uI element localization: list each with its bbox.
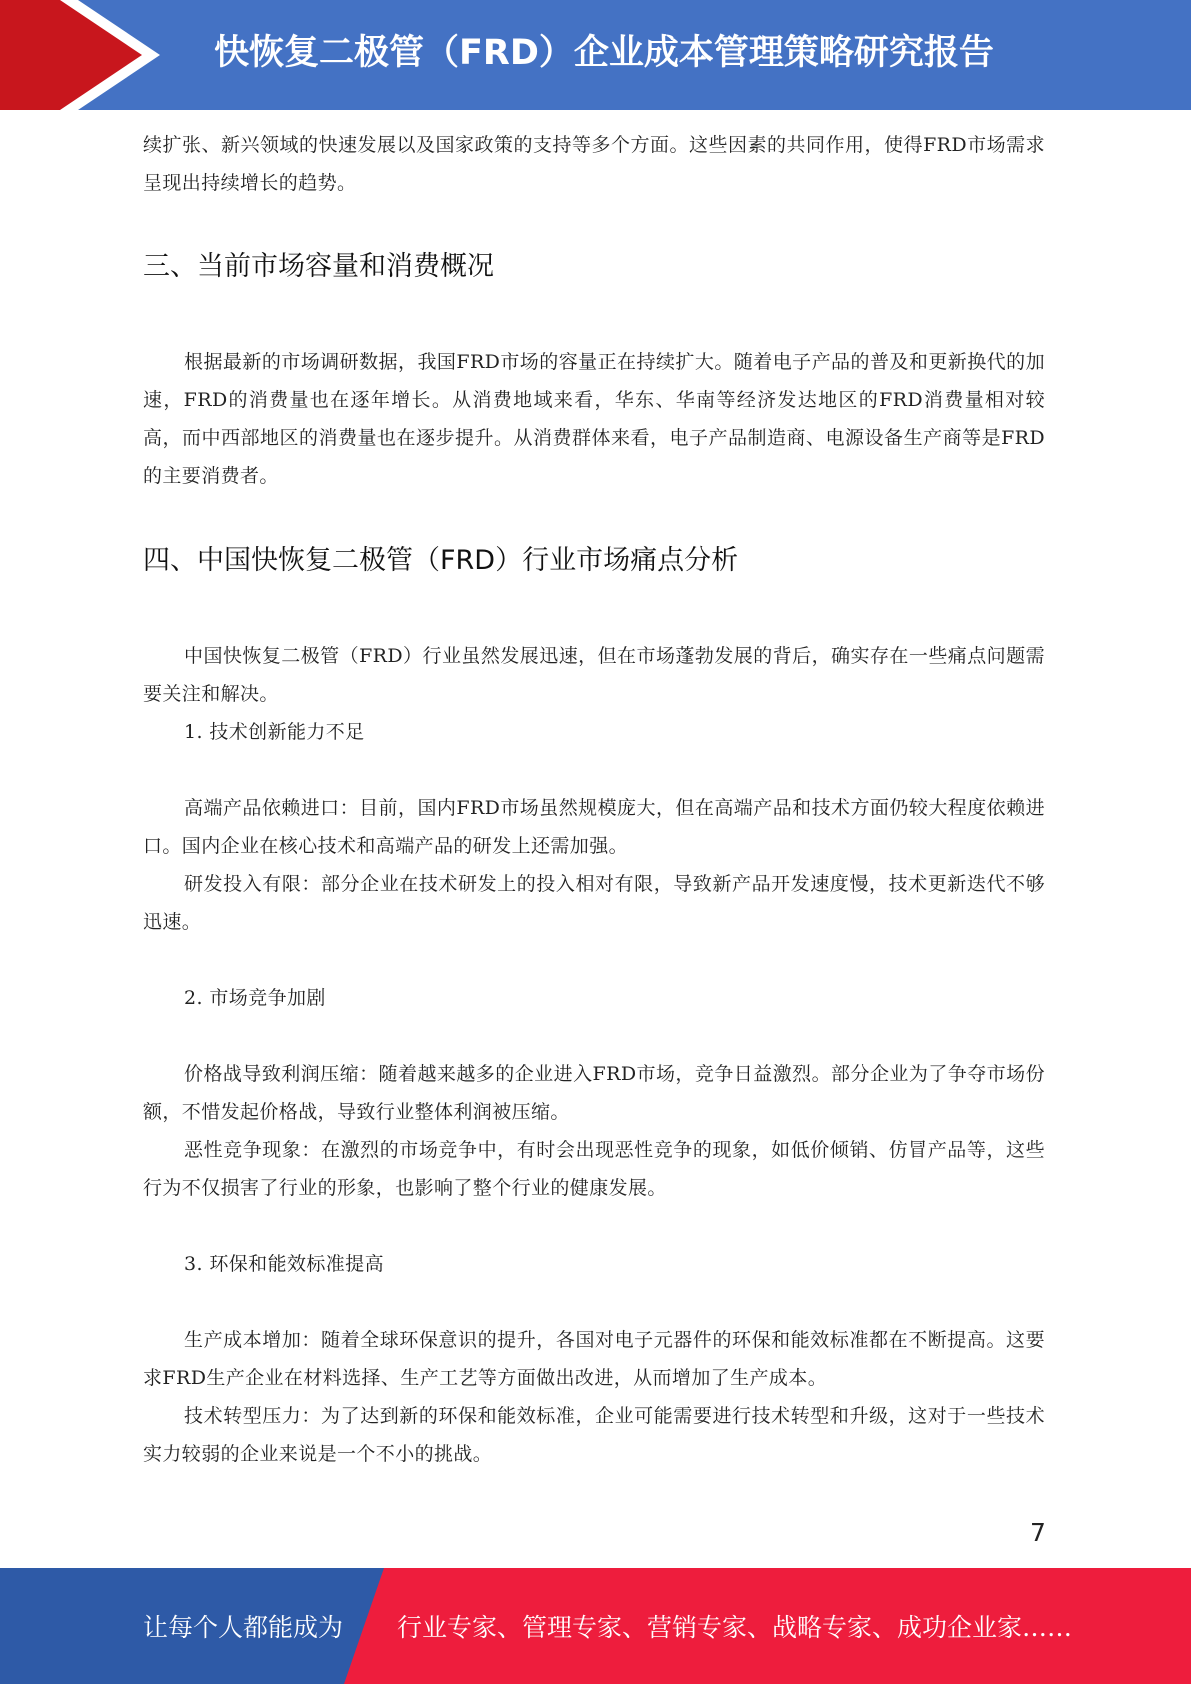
header-red-arrow: [0, 0, 150, 110]
footer-slogan-right: 行业专家、管理专家、营销专家、战略专家、成功企业家……: [397, 1613, 1073, 1642]
item-3-title: 3. 环保和能效标准提高: [184, 1253, 384, 1275]
item-1-title: 1. 技术创新能力不足: [184, 721, 365, 743]
header-banner: [0, 0, 1191, 110]
item-2-paragraph-2: 恶性竞争现象：在激烈的市场竞争中，有时会出现恶性竞争的现象，如低价倾销、仿冒产品等，这些行为不仅损害了行业的形象，也影响了整个行业的健康发展。: [143, 1139, 1045, 1199]
section-3-heading: 三、当前市场容量和消费概况: [143, 251, 494, 282]
item-3-paragraph-2: 技术转型压力：为了达到新的环保和能效标准，企业可能需要进行技术转型和升级，这对于一些技术实力较弱的企业来说是一个不小的挑战。: [143, 1405, 1045, 1465]
page-number: 7: [1030, 1518, 1046, 1547]
page-content: [143, 126, 1045, 1473]
section-3-paragraph: 根据最新的市场调研数据，我国FRD市场的容量正在持续扩大。随着电子产品的普及和更新换代的加速，FRD的消费量也在逐年增长。从消费地域来看，华东、华南等经济发达地区的FRD消费量相对较高，而中西部地区的消费量也在逐步提升。从消费群体来看，电子产品制造商、电源设备生产商等是FRD的主要消费者。: [143, 351, 1045, 487]
item-2-paragraph-1: 价格战导致利润压缩：随着越来越多的企业进入FRD市场，竞争日益激烈。部分企业为了争夺市场份额，不惜发起价格战，导致行业整体利润被压缩。: [143, 1063, 1045, 1123]
item-1-paragraph-1: 高端产品依赖进口：目前，国内FRD市场虽然规模庞大，但在高端产品和技术方面仍较大程度依赖进口。国内企业在核心技术和高端产品的研发上还需加强。: [143, 797, 1045, 857]
intro-continuation-paragraph: 续扩张、新兴领域的快速发展以及国家政策的支持等多个方面。这些因素的共同作用，使得FRD市场需求呈现出持续增长的趋势。: [143, 134, 1045, 194]
report-title: 快恢复二极管（FRD）企业成本管理策略研究报告: [214, 33, 994, 73]
footer-banner: [0, 1568, 1191, 1684]
footer-slogan-left: 让每个人都能成为: [143, 1613, 344, 1642]
item-3-paragraph-1: 生产成本增加：随着全球环保意识的提升，各国对电子元器件的环保和能效标准都在不断提高。这要求FRD生产企业在材料选择、生产工艺等方面做出改进，从而增加了生产成本。: [143, 1329, 1045, 1389]
section-4-intro-paragraph: 中国快恢复二极管（FRD）行业虽然发展迅速，但在市场蓬勃发展的背后，确实存在一些痛点问题需要关注和解决。: [143, 645, 1045, 705]
section-4-heading: 四、中国快恢复二极管（FRD）行业市场痛点分析: [143, 545, 739, 576]
item-2-title: 2. 市场竞争加剧: [184, 987, 326, 1009]
item-1-paragraph-2: 研发投入有限：部分企业在技术研发上的投入相对有限，导致新产品开发速度慢，技术更新迭代不够迅速。: [143, 873, 1045, 933]
